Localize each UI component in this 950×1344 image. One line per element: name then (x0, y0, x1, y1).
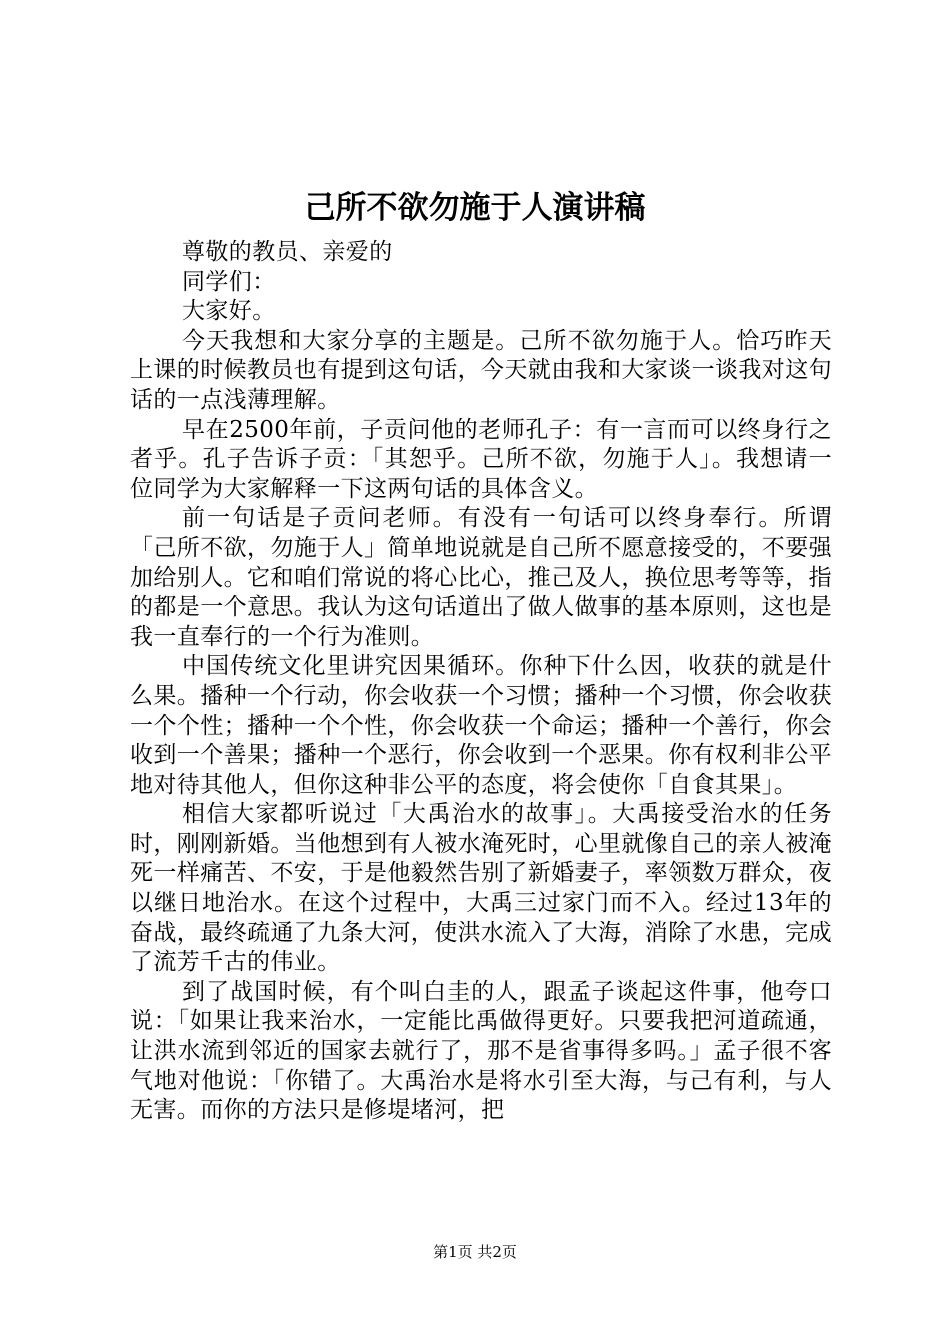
body-paragraph: 到了战国时候，有个叫白圭的人，跟孟子谈起这件事，他夸口说：「如果让我来治水，一定能比禹做得更好。只要我把河道疏通，让洪水流到邻近的国家去就行了，那不是省事得多吗。」孟子很不客气地对他说：「你错了。大禹治水是将水引至大海，与己有利，与人无害。而你的方法只是修堤堵河，把 (130, 978, 832, 1124)
body-paragraph: 中国传统文化里讲究因果循环。你种下什么因，收获的就是什么果。播种一个行动，你会收获一个习惯；播种一个习惯，你会收获一个个性；播种一个个性，你会收获一个命运；播种一个善行，你会收到一个善果；播种一个恶行，你会收到一个恶果。你有权利非公平地对待其他人，但你这种非公平的态度，将会使你「自食其果」。 (130, 653, 832, 798)
document-title: 己所不欲勿施于人演讲稿 (304, 190, 646, 226)
body-paragraph: 早在2500年前，子贡问他的老师孔子：有一言而可以终身行之者乎。孔子告诉子贡：「其恕乎。己所不欲，勿施于人」。我想请一位同学为大家解释一下这两句话的具体含义。 (130, 416, 832, 502)
greeting-line: 尊敬的教员、亲爱的 (182, 239, 393, 265)
greeting-line: 同学们： (182, 268, 276, 295)
body-paragraph: 今天我想和大家分享的主题是。己所不欲勿施于人。恰巧昨天上课的时候教员也有提到这句话，今天就由我和大家谈一谈我对这句话的一点浅薄理解。 (130, 327, 832, 413)
body-paragraph: 前一句话是子贡问老师。有没有一句话可以终身奉行。所谓「己所不欲，勿施于人」简单地说就是自己所不愿意接受的，不要强加给别人。它和咱们常说的将心比心，推己及人，换位思考等等，指的都是一个意思。我认为这句话道出了做人做事的基本原则，这也是我一直奉行的一个行为准则。 (130, 505, 832, 650)
body-paragraph: 相信大家都听说过「大禹治水的故事」。大禹接受治水的任务时，刚刚新婚。当他想到有人被水淹死时，心里就像自己的亲人被淹死一样痛苦、不安，于是他毅然告别了新婚妻子，率领数万群众，夜以继日地治水。在这个过程中，大禹三过家门而不入。经过13年的奋战，最终疏通了九条大河，使洪水流入了大海，消除了水患，完成了流芳千古的伟业。 (130, 801, 832, 976)
page-number-footer: 第1页 共2页 (433, 1243, 517, 1261)
document-body (130, 238, 832, 1126)
greeting-line: 大家好。 (182, 298, 276, 325)
